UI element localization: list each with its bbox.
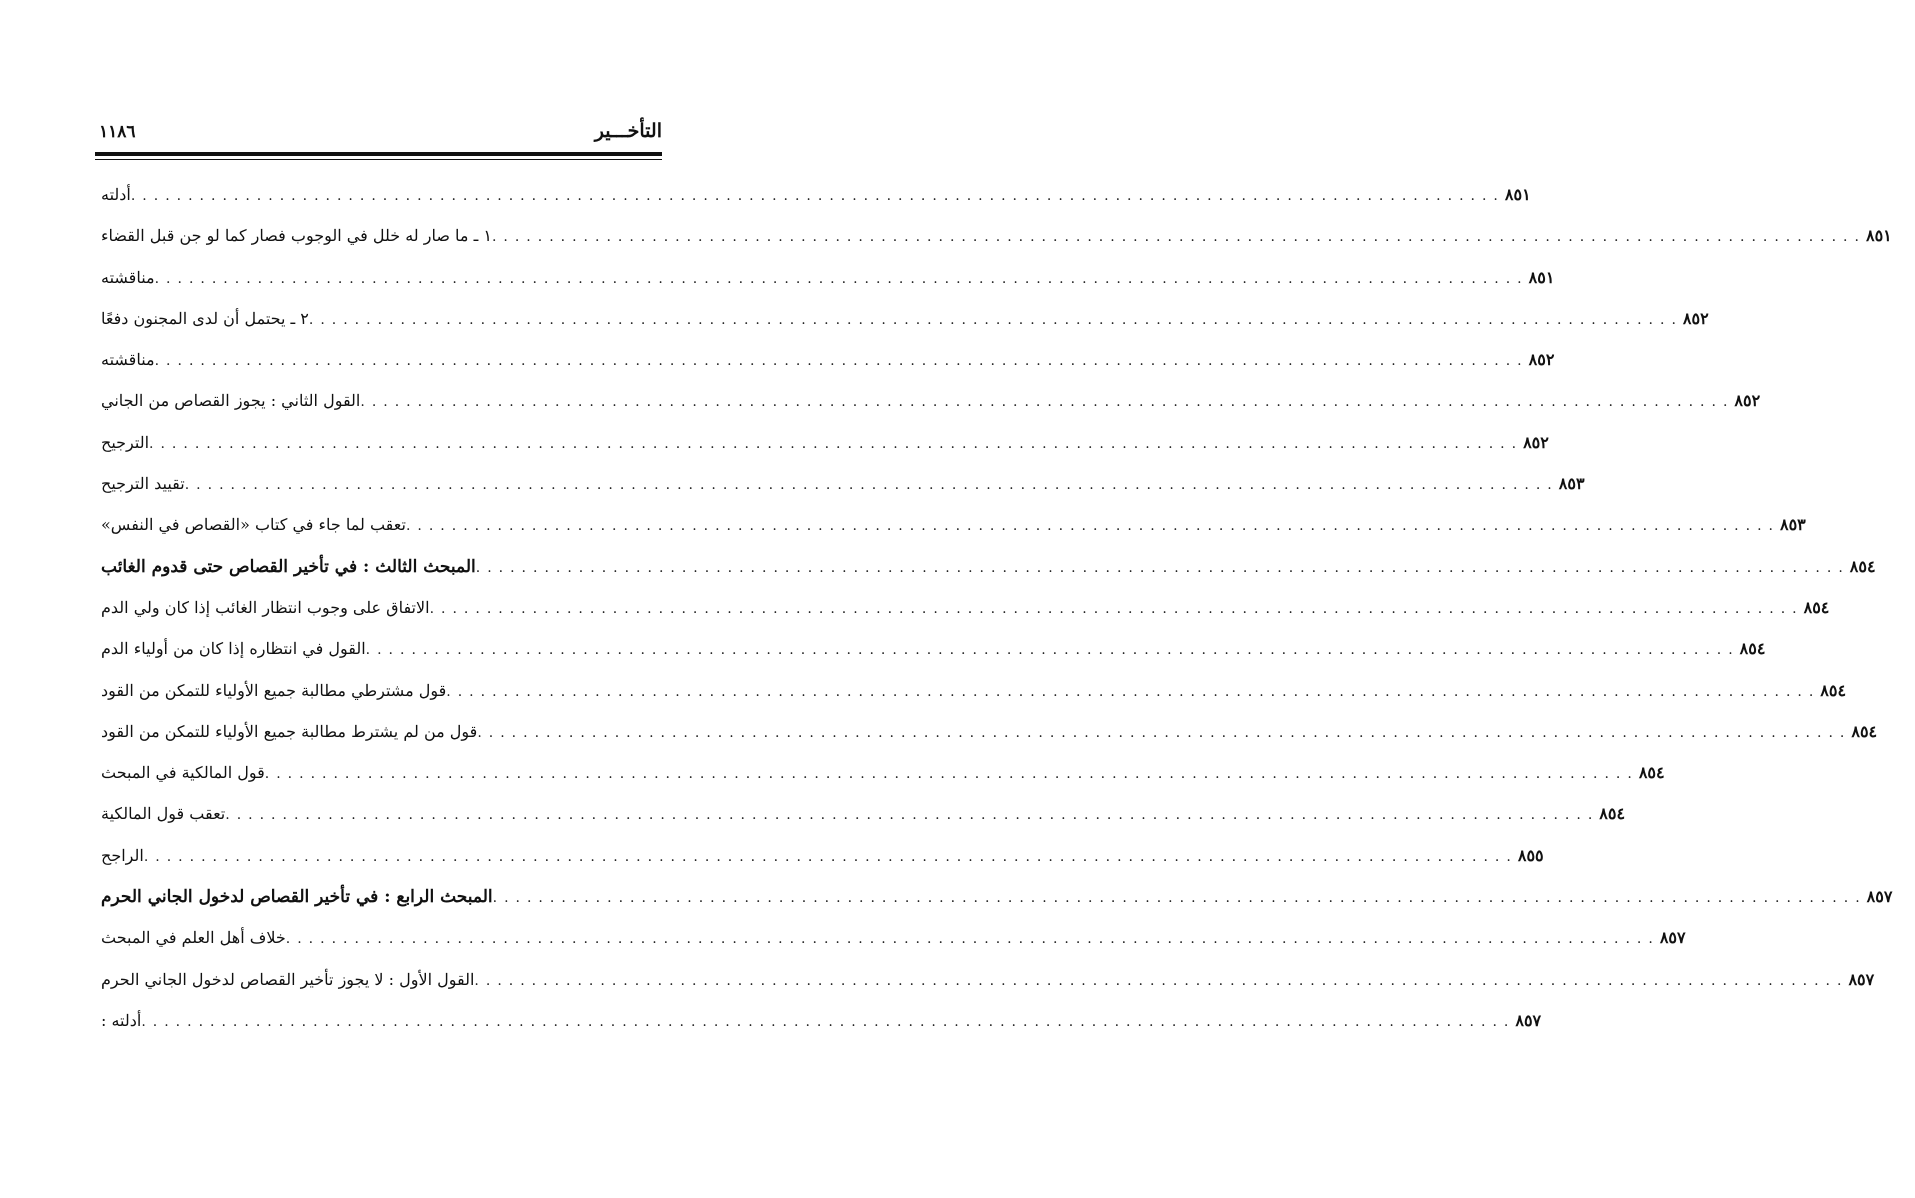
toc-leader-dots: ........................................................................................................................: [491, 229, 1866, 246]
toc-entry: [95, 835, 1544, 876]
toc-entry: [95, 504, 1806, 545]
toc-leader-dots: ........................................................................................................................: [154, 353, 1529, 370]
toc-entry-title: القول الأول : لا يجوز تأخير القصاص لدخول الجاني الحرم: [101, 969, 475, 989]
toc-entry-page: ٨٥١: [1528, 267, 1555, 287]
toc-entry-title: أدلته: [101, 185, 131, 204]
toc-leader-dots: ........................................................................................................................: [154, 270, 1529, 287]
toc-entry: [95, 752, 1665, 793]
toc-leader-dots: ........................................................................................................................: [365, 642, 1740, 659]
toc-entry-title: أدلته :: [101, 1010, 142, 1030]
table-of-contents: [95, 174, 1893, 1041]
toc-entry-page: ٨٥٢: [1734, 391, 1761, 411]
toc-entry-page: ٨٥٣: [1779, 515, 1806, 535]
toc-entry-page: ٨٥٧: [1866, 887, 1893, 907]
toc-entry-page: ٨٥٧: [1515, 1010, 1542, 1030]
toc-entry-page: ٨٥٧: [1659, 928, 1686, 948]
toc-entry: [95, 380, 1761, 421]
toc-entry-page: ٨٥١: [1504, 185, 1531, 204]
chapter-title: التأخـــير: [594, 120, 662, 142]
toc-leader-dots: ........................................................................................................................: [405, 518, 1780, 535]
toc-leader-dots: ........................................................................................................................: [184, 477, 1559, 494]
toc-entry-title: قول المالكية في المبحث: [101, 763, 265, 783]
toc-entry-page: ٨٥٤: [1638, 763, 1665, 783]
toc-entry-title: ١ ـ ما صار له خلل في الوجوب فصار كما لو جن قبل القضاء: [101, 226, 492, 246]
toc-entry: [95, 1000, 1542, 1041]
toc-entry: [95, 298, 1709, 339]
toc-entry: [95, 793, 1626, 834]
toc-leader-dots: ........................................................................................................................: [308, 311, 1683, 328]
toc-entry-page: ٨٥٣: [1558, 474, 1585, 494]
toc-entry: [95, 587, 1830, 628]
toc-leader-dots: ........................................................................................................................: [264, 766, 1639, 783]
toc-entry-page: ٨٥٤: [1739, 639, 1766, 659]
toc-entry: [95, 422, 1549, 463]
toc-entry: [95, 215, 1892, 256]
toc-entry: [95, 917, 1686, 958]
toc-entry: [95, 628, 1766, 669]
toc-entry-title: قول مشترطي مطالبة جميع الأولياء للتمكن من القود: [101, 680, 447, 700]
toc-entry: [95, 339, 1555, 380]
toc-entry-title: تعقب لما جاء في كتاب «القصاص في النفس»: [101, 515, 406, 535]
header-rule-thick: [95, 152, 662, 156]
toc-leader-dots: ........................................................................................................................: [429, 600, 1804, 617]
toc-section-heading: [95, 546, 1876, 587]
toc-entry-title: مناقشته: [101, 350, 155, 370]
toc-leader-dots: ........................................................................................................................: [475, 559, 1850, 576]
toc-entry-page: ٨٥٤: [1851, 721, 1878, 741]
toc-entry-page: ٨٥٢: [1528, 350, 1555, 370]
toc-entry-page: ٨٥٤: [1849, 556, 1876, 576]
toc-entry-title: خلاف أهل العلم في المبحث: [101, 928, 286, 948]
toc-entry: [95, 959, 1875, 1000]
toc-entry-title: مناقشته: [101, 267, 155, 287]
toc-leader-dots: ........................................................................................................................: [149, 435, 1524, 452]
toc-leader-dots: ........................................................................................................................: [130, 188, 1505, 204]
toc-leader-dots: ........................................................................................................................: [492, 890, 1867, 907]
toc-leader-dots: ........................................................................................................................: [360, 394, 1735, 411]
toc-entry-title: تعقب قول المالكية: [101, 804, 226, 824]
toc-entry-title: تقييد الترجيح: [101, 474, 185, 494]
toc-leader-dots: ........................................................................................................................: [143, 848, 1518, 865]
toc-leader-dots: ........................................................................................................................: [141, 1013, 1516, 1030]
toc-entry-page: ٨٥٢: [1682, 308, 1709, 328]
toc-leader-dots: ........................................................................................................................: [225, 807, 1600, 824]
toc-entry-page: ٨٥٧: [1848, 969, 1875, 989]
page-number: ١١٨٦: [99, 122, 136, 142]
toc-entry-page: ٨٥٥: [1517, 845, 1544, 865]
toc-entry: [95, 257, 1555, 298]
toc-entry-page: ٨٥١: [1865, 226, 1892, 246]
toc-entry-title: المبحث الرابع : في تأخير القصاص لدخول الجاني الحرم: [101, 887, 493, 908]
toc-section-heading: [95, 876, 1893, 917]
toc-entry-title: القول في انتظاره إذا كان من أولياء الدم: [101, 639, 366, 659]
toc-entry-title: قول من لم يشترط مطالبة جميع الأولياء للتمكن من القود: [101, 721, 478, 741]
toc-entry: [95, 670, 1847, 711]
toc-entry: [95, 463, 1585, 504]
toc-entry: [95, 174, 1531, 215]
toc-entry-page: ٨٥٤: [1599, 804, 1626, 824]
toc-leader-dots: ........................................................................................................................: [285, 931, 1660, 948]
toc-entry-page: ٨٥٤: [1803, 597, 1830, 617]
toc-entry-title: الراجح: [101, 845, 144, 865]
running-header: [95, 118, 662, 152]
toc-entry-title: ٢ ـ يحتمل أن لدى المجنون دفعًا: [101, 308, 309, 328]
toc-entry: [95, 711, 1878, 752]
toc-entry-title: المبحث الثالث : في تأخير القصاص حتى قدوم الغائب: [101, 556, 476, 577]
toc-leader-dots: ........................................................................................................................: [474, 972, 1849, 989]
header-rule-thin: [95, 159, 662, 160]
toc-leader-dots: ........................................................................................................................: [446, 683, 1821, 700]
toc-leader-dots: ........................................................................................................................: [477, 724, 1852, 741]
toc-entry-title: الاتفاق على وجوب انتظار الغائب إذا كان ولي الدم: [101, 597, 430, 617]
toc-entry-title: القول الثاني : يجوز القصاص من الجاني: [101, 391, 361, 411]
toc-entry-title: الترجيح: [101, 432, 150, 452]
toc-entry-page: ٨٥٤: [1820, 680, 1847, 700]
toc-entry-page: ٨٥٢: [1523, 432, 1549, 452]
document-page: [95, 118, 1893, 1041]
